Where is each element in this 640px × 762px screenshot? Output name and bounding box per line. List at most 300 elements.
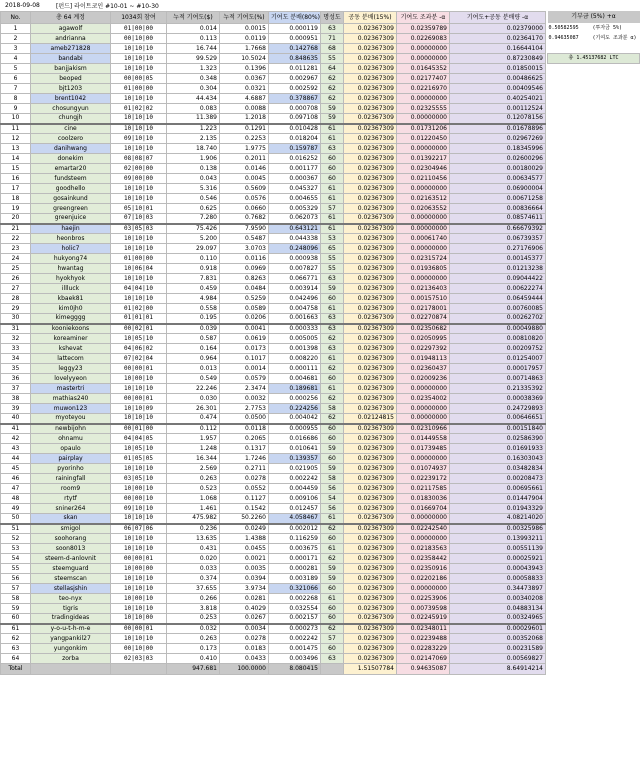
cell-no[interactable]: 48 [1, 494, 31, 504]
cell-usd[interactable]: 0.918 [167, 264, 220, 274]
cell-no[interactable]: 23 [1, 244, 31, 254]
cell-no[interactable]: 22 [1, 234, 31, 244]
cell-excess[interactable]: 0.01669704 [397, 504, 450, 514]
cell-reputation[interactable]: 61 [321, 384, 344, 394]
cell-participation[interactable]: 01|00|00 [111, 84, 167, 94]
cell-no[interactable]: 64 [1, 654, 31, 664]
cell-reputation[interactable]: 62 [321, 94, 344, 104]
cell-excess[interactable]: 0.02202186 [397, 574, 450, 584]
donation-pool-total[interactable]: 총 1.45137682 LTC [548, 53, 640, 63]
col-header-participation[interactable]: 1034회 참여 [111, 12, 167, 24]
cell-shared[interactable]: 0.02367309 [344, 574, 397, 584]
cell-final[interactable]: 0.01213238 [450, 264, 546, 274]
cell-account[interactable]: tradingideas [31, 614, 111, 624]
cell-participation[interactable]: 10|10|10 [111, 534, 167, 544]
cell-final[interactable]: 0.24729893 [450, 404, 546, 414]
cell-no[interactable]: 42 [1, 434, 31, 444]
cell-shared[interactable]: 0.02367309 [344, 224, 397, 234]
cell-no[interactable]: 5 [1, 64, 31, 74]
cell-excess[interactable]: 0.02310966 [397, 424, 450, 434]
cell-reputation[interactable]: 62 [321, 524, 344, 534]
cell-final[interactable]: 0.00324965 [450, 614, 546, 624]
cell-participation[interactable]: 01|02|02 [111, 104, 167, 114]
cell-participation[interactable]: 10|10|10 [111, 464, 167, 474]
cell-final[interactable]: 0.00049880 [450, 324, 546, 334]
cell-no[interactable]: 8 [1, 94, 31, 104]
cell-dist[interactable]: 0.018204 [269, 134, 321, 144]
cell-shared[interactable]: 0.02367309 [344, 164, 397, 174]
cell-participation[interactable]: 00|00|01 [111, 624, 167, 634]
cell-pct[interactable]: 0.0116 [220, 254, 269, 264]
cell-no[interactable]: 36 [1, 374, 31, 384]
cell-pct[interactable]: 3.9734 [220, 584, 269, 594]
cell-pct[interactable]: 0.0619 [220, 334, 269, 344]
cell-pct[interactable]: 4.6887 [220, 94, 269, 104]
cell-usd[interactable]: 0.112 [167, 424, 220, 434]
cell-excess[interactable]: 0.02242540 [397, 524, 450, 534]
cell-shared[interactable]: 0.02367309 [344, 514, 397, 524]
cell-account[interactable]: gosainkund [31, 194, 111, 204]
cell-final[interactable]: 0.03482834 [450, 464, 546, 474]
cell-participation[interactable]: 00|10|00 [111, 34, 167, 44]
cell-usd[interactable]: 99.529 [167, 54, 220, 64]
cell-account[interactable]: steemscan [31, 574, 111, 584]
cell-reputation[interactable]: 55 [321, 264, 344, 274]
cell-usd[interactable]: 0.033 [167, 564, 220, 574]
cell-usd[interactable]: 7.280 [167, 214, 220, 224]
cell-usd[interactable]: 475.982 [167, 514, 220, 524]
cell-reputation[interactable]: 61 [321, 134, 344, 144]
cell-reputation[interactable]: 63 [321, 274, 344, 284]
col-header-shared[interactable]: 공동 분배(15%) [344, 12, 397, 24]
cell-no[interactable]: 15 [1, 164, 31, 174]
cell-reputation[interactable]: 63 [321, 144, 344, 154]
cell-participation[interactable]: 00|01|00 [111, 424, 167, 434]
cell-dist[interactable]: 0.000938 [269, 254, 321, 264]
cell-dist[interactable]: 0.002242 [269, 474, 321, 484]
cell-shared[interactable]: 0.02367309 [344, 374, 397, 384]
cell-account[interactable]: tigris [31, 604, 111, 614]
cell-no[interactable]: 40 [1, 414, 31, 424]
cell-reputation[interactable]: 57 [321, 634, 344, 644]
cell-excess[interactable]: 0.00000000 [397, 214, 450, 224]
cell-participation[interactable]: 00|00|05 [111, 74, 167, 84]
cell-final[interactable]: 0.00262702 [450, 314, 546, 324]
cell-participation[interactable]: 00|00|01 [111, 554, 167, 564]
cell-no[interactable]: 51 [1, 524, 31, 534]
cell-usd[interactable]: 0.014 [167, 24, 220, 34]
cell-shared[interactable]: 0.02367309 [344, 564, 397, 574]
cell-no[interactable]: 56 [1, 574, 31, 584]
cell-excess[interactable]: 0.02269083 [397, 34, 450, 44]
cell-pct[interactable]: 0.0278 [220, 474, 269, 484]
cell-reputation[interactable]: 61 [321, 304, 344, 314]
cell-excess[interactable]: 0.00000000 [397, 584, 450, 594]
cell-reputation[interactable]: 60 [321, 604, 344, 614]
cell-usd[interactable]: 0.431 [167, 544, 220, 554]
col-header-reputation[interactable]: 명성도 [321, 12, 344, 24]
cell-reputation[interactable]: 59 [321, 104, 344, 114]
cell-excess[interactable]: 0.02297392 [397, 344, 450, 354]
cell-shared[interactable]: 0.02367309 [344, 534, 397, 544]
cell-final[interactable]: 0.08574611 [450, 214, 546, 224]
cell-excess[interactable]: 0.01074937 [397, 464, 450, 474]
total-pct[interactable]: 100.0000 [220, 664, 269, 675]
cell-reputation[interactable]: 56 [321, 504, 344, 514]
cell-no[interactable]: 62 [1, 634, 31, 644]
cell-no[interactable]: 34 [1, 354, 31, 364]
cell-shared[interactable]: 0.02367309 [344, 294, 397, 304]
cell-usd[interactable]: 7.831 [167, 274, 220, 284]
cell-dist[interactable]: 0.189681 [269, 384, 321, 394]
cell-no[interactable]: 63 [1, 644, 31, 654]
cell-dist[interactable]: 0.010641 [269, 444, 321, 454]
cell-pct[interactable]: 0.0579 [220, 374, 269, 384]
cell-shared[interactable]: 0.02367309 [344, 174, 397, 184]
cell-final[interactable]: 0.16303043 [450, 454, 546, 464]
cell-pct[interactable]: 0.0118 [220, 424, 269, 434]
cell-reputation[interactable]: 61 [321, 124, 344, 134]
cell-pct[interactable]: 0.2065 [220, 434, 269, 444]
cell-dist[interactable]: 0.097108 [269, 114, 321, 124]
cell-reputation[interactable]: 60 [321, 584, 344, 594]
cell-no[interactable]: 52 [1, 534, 31, 544]
cell-final[interactable]: 0.00486625 [450, 74, 546, 84]
cell-shared[interactable]: 0.02367309 [344, 334, 397, 344]
cell-reputation[interactable]: 60 [321, 294, 344, 304]
cell-shared[interactable]: 0.02367309 [344, 444, 397, 454]
cell-no[interactable]: 29 [1, 304, 31, 314]
cell-final[interactable]: 0.00325986 [450, 524, 546, 534]
cell-excess[interactable]: 0.01731206 [397, 124, 450, 134]
cell-pct[interactable]: 0.0969 [220, 264, 269, 274]
cell-participation[interactable]: 10|00|10 [111, 484, 167, 494]
cell-participation[interactable]: 10|10|09 [111, 404, 167, 414]
cell-usd[interactable]: 1.248 [167, 444, 220, 454]
cell-dist[interactable]: 0.000281 [269, 564, 321, 574]
cell-pct[interactable]: 0.0045 [220, 174, 269, 184]
cell-no[interactable]: 38 [1, 394, 31, 404]
cell-reputation[interactable]: 61 [321, 354, 344, 364]
cell-shared[interactable]: 0.02367309 [344, 314, 397, 324]
cell-participation[interactable]: 10|05|10 [111, 444, 167, 454]
cell-participation[interactable]: 10|10|10 [111, 114, 167, 124]
cell-excess[interactable]: 0.01936805 [397, 264, 450, 274]
cell-shared[interactable]: 0.02367309 [344, 604, 397, 614]
cell-final[interactable]: 0.02600296 [450, 154, 546, 164]
cell-dist[interactable]: 0.001177 [269, 164, 321, 174]
cell-no[interactable]: 31 [1, 324, 31, 334]
cell-dist[interactable]: 0.000708 [269, 104, 321, 114]
cell-account[interactable]: sniner264 [31, 504, 111, 514]
donation-line-investment[interactable] [548, 23, 640, 33]
cell-reputation[interactable]: 62 [321, 394, 344, 404]
cell-participation[interactable]: 10|10|10 [111, 194, 167, 204]
cell-account[interactable]: lattecom [31, 354, 111, 364]
total-cell-empty[interactable] [111, 664, 167, 675]
cell-participation[interactable]: 10|10|10 [111, 604, 167, 614]
cell-dist[interactable]: 0.016686 [269, 434, 321, 444]
cell-excess[interactable]: 0.02354002 [397, 394, 450, 404]
cell-participation[interactable]: 10|00|00 [111, 564, 167, 574]
cell-account[interactable]: rtytf [31, 494, 111, 504]
cell-excess[interactable]: 0.00157510 [397, 294, 450, 304]
cell-account[interactable]: muwon123 [31, 404, 111, 414]
cell-reputation[interactable]: 63 [321, 24, 344, 34]
cell-reputation[interactable]: 61 [321, 514, 344, 524]
cell-dist[interactable]: 0.002967 [269, 74, 321, 84]
cell-final[interactable]: 0.34473897 [450, 584, 546, 594]
cell-participation[interactable]: 05|10|01 [111, 204, 167, 214]
cell-reputation[interactable]: 63 [321, 314, 344, 324]
cell-usd[interactable]: 2.569 [167, 464, 220, 474]
cell-dist[interactable]: 0.002157 [269, 614, 321, 624]
cell-reputation[interactable]: 62 [321, 554, 344, 564]
cell-excess[interactable]: 0.00000000 [397, 144, 450, 154]
cell-usd[interactable]: 0.266 [167, 594, 220, 604]
cell-final[interactable]: 0.06739357 [450, 234, 546, 244]
cell-no[interactable]: 27 [1, 284, 31, 294]
cell-participation[interactable]: 10|05|10 [111, 334, 167, 344]
cell-shared[interactable]: 0.02367309 [344, 114, 397, 124]
cell-shared[interactable]: 0.02367309 [344, 504, 397, 514]
cell-final[interactable]: 0.00025921 [450, 554, 546, 564]
cell-pct[interactable]: 0.0500 [220, 414, 269, 424]
cell-excess[interactable]: 0.02350916 [397, 564, 450, 574]
cell-reputation[interactable]: 62 [321, 84, 344, 94]
cell-final[interactable]: 0.00180029 [450, 164, 546, 174]
cell-dist[interactable]: 0.010428 [269, 124, 321, 134]
cell-dist[interactable]: 0.003496 [269, 654, 321, 664]
cell-shared[interactable]: 0.02367309 [344, 524, 397, 534]
cell-final[interactable]: 0.00760085 [450, 304, 546, 314]
cell-final[interactable]: 0.27176906 [450, 244, 546, 254]
cell-participation[interactable]: 04|06|02 [111, 344, 167, 354]
cell-usd[interactable]: 0.304 [167, 84, 220, 94]
cell-dist[interactable]: 0.002242 [269, 634, 321, 644]
cell-shared[interactable]: 0.02367309 [344, 554, 397, 564]
cell-participation[interactable]: 10|10|10 [111, 274, 167, 284]
cell-participation[interactable]: 10|10|10 [111, 184, 167, 194]
cell-account[interactable]: steemguard [31, 564, 111, 574]
cell-excess[interactable]: 0.02359789 [397, 24, 450, 34]
col-header-donation[interactable]: 기부금 (5%) +α [548, 11, 640, 23]
cell-usd[interactable]: 0.558 [167, 304, 220, 314]
cell-shared[interactable]: 0.02367309 [344, 434, 397, 444]
cell-participation[interactable]: 04|04|05 [111, 434, 167, 444]
cell-pct[interactable]: 0.0088 [220, 104, 269, 114]
cell-reputation[interactable]: 60 [321, 374, 344, 384]
cell-shared[interactable]: 0.02367309 [344, 304, 397, 314]
cell-final[interactable]: 0.00231589 [450, 644, 546, 654]
cell-excess[interactable]: 0.00000000 [397, 384, 450, 394]
cell-pct[interactable]: 3.0703 [220, 244, 269, 254]
cell-participation[interactable]: 10|00|10 [111, 374, 167, 384]
cell-shared[interactable]: 0.02367309 [344, 54, 397, 64]
cell-usd[interactable]: 0.587 [167, 334, 220, 344]
cell-dist[interactable]: 0.004459 [269, 484, 321, 494]
cell-shared[interactable]: 0.02367309 [344, 104, 397, 114]
cell-reputation[interactable]: 60 [321, 174, 344, 184]
total-shared[interactable]: 1.51507784 [344, 664, 397, 675]
total-final[interactable]: 8.64914214 [450, 664, 546, 675]
cell-dist[interactable]: 0.848635 [269, 54, 321, 64]
cell-account[interactable]: room9 [31, 484, 111, 494]
cell-final[interactable]: 0.09044422 [450, 274, 546, 284]
cell-participation[interactable]: 10|10|10 [111, 514, 167, 524]
cell-shared[interactable]: 0.02367309 [344, 24, 397, 34]
cell-shared[interactable]: 0.02367309 [344, 84, 397, 94]
cell-participation[interactable]: 10|00|10 [111, 594, 167, 604]
cell-usd[interactable]: 1.906 [167, 154, 220, 164]
cell-no[interactable]: 28 [1, 294, 31, 304]
cell-no[interactable]: 45 [1, 464, 31, 474]
total-usd[interactable]: 947.681 [167, 664, 220, 675]
cell-final[interactable]: 0.00409546 [450, 84, 546, 94]
cell-final[interactable]: 0.21335392 [450, 384, 546, 394]
cell-usd[interactable]: 44.434 [167, 94, 220, 104]
cell-reputation[interactable]: 60 [321, 614, 344, 624]
cell-account[interactable]: mathias240 [31, 394, 111, 404]
cell-dist[interactable]: 0.003914 [269, 284, 321, 294]
cell-dist[interactable]: 0.002592 [269, 84, 321, 94]
cell-participation[interactable]: 10|10|10 [111, 574, 167, 584]
cell-pct[interactable]: 0.5609 [220, 184, 269, 194]
cell-account[interactable]: chungjh [31, 114, 111, 124]
cell-shared[interactable]: 0.02367309 [344, 74, 397, 84]
cell-usd[interactable]: 1.461 [167, 504, 220, 514]
cell-participation[interactable]: 10|10|10 [111, 414, 167, 424]
cell-participation[interactable]: 06|07|06 [111, 524, 167, 534]
cell-usd[interactable]: 0.164 [167, 344, 220, 354]
cell-excess[interactable]: 0.02216970 [397, 84, 450, 94]
cell-usd[interactable]: 5.316 [167, 184, 220, 194]
total-cell-empty[interactable] [321, 664, 344, 675]
cell-excess[interactable]: 0.02063552 [397, 204, 450, 214]
cell-account[interactable]: holic7 [31, 244, 111, 254]
cell-account[interactable]: donekim [31, 154, 111, 164]
cell-final[interactable]: 0.00017957 [450, 364, 546, 374]
cell-reputation[interactable]: 58 [321, 474, 344, 484]
cell-participation[interactable]: 04|04|10 [111, 284, 167, 294]
cell-no[interactable]: 16 [1, 174, 31, 184]
cell-pct[interactable]: 0.1542 [220, 504, 269, 514]
cell-no[interactable]: 6 [1, 74, 31, 84]
cell-account[interactable]: stellasjshin [31, 584, 111, 594]
cell-no[interactable]: 2 [1, 34, 31, 44]
cell-final[interactable]: 0.02379000 [450, 24, 546, 34]
cell-account[interactable]: leggy23 [31, 364, 111, 374]
cell-reputation[interactable]: 60 [321, 644, 344, 654]
cell-dist[interactable]: 4.058467 [269, 514, 321, 524]
cell-participation[interactable]: 10|10|10 [111, 54, 167, 64]
cell-pct[interactable]: 0.2711 [220, 464, 269, 474]
cell-final[interactable]: 0.12078156 [450, 114, 546, 124]
cell-final[interactable]: 0.87230849 [450, 54, 546, 64]
cell-shared[interactable]: 0.02367309 [344, 624, 397, 634]
cell-dist[interactable]: 0.001663 [269, 314, 321, 324]
cell-usd[interactable]: 4.984 [167, 294, 220, 304]
cell-account[interactable]: skan [31, 514, 111, 524]
cell-reputation[interactable]: 59 [321, 114, 344, 124]
cell-excess[interactable]: 0.01220450 [397, 134, 450, 144]
cell-pct[interactable]: 0.0032 [220, 394, 269, 404]
cell-excess[interactable]: 0.02136403 [397, 284, 450, 294]
cell-reputation[interactable]: 60 [321, 454, 344, 464]
cell-excess[interactable]: 0.02050995 [397, 334, 450, 344]
cell-no[interactable]: 53 [1, 544, 31, 554]
cell-pct[interactable]: 0.0278 [220, 634, 269, 644]
cell-excess[interactable]: 0.00000000 [397, 44, 450, 54]
cell-reputation[interactable]: 64 [321, 64, 344, 74]
cell-pct[interactable]: 1.9775 [220, 144, 269, 154]
cell-shared[interactable]: 0.02367309 [344, 544, 397, 554]
cell-final[interactable]: 0.00622274 [450, 284, 546, 294]
cell-pct[interactable]: 0.0015 [220, 24, 269, 34]
cell-reputation[interactable]: 61 [321, 184, 344, 194]
cell-excess[interactable]: 0.00000000 [397, 94, 450, 104]
cell-pct[interactable]: 0.2011 [220, 154, 269, 164]
cell-account[interactable]: koreaminer [31, 334, 111, 344]
cell-account[interactable]: bjt1203 [31, 84, 111, 94]
cell-reputation[interactable]: 56 [321, 484, 344, 494]
cell-dist[interactable]: 0.016252 [269, 154, 321, 164]
cell-dist[interactable]: 0.012457 [269, 504, 321, 514]
cell-pct[interactable]: 0.2253 [220, 134, 269, 144]
cell-dist[interactable]: 0.009106 [269, 494, 321, 504]
cell-pct[interactable]: 0.0034 [220, 624, 269, 634]
cell-participation[interactable]: 00|00|10 [111, 494, 167, 504]
cell-pct[interactable]: 0.0035 [220, 564, 269, 574]
cell-shared[interactable]: 0.02367309 [344, 134, 397, 144]
cell-shared[interactable]: 0.02367309 [344, 264, 397, 274]
cell-pct[interactable]: 0.0267 [220, 614, 269, 624]
cell-reputation[interactable]: 60 [321, 534, 344, 544]
cell-final[interactable]: 0.00151840 [450, 424, 546, 434]
cell-shared[interactable]: 0.02367309 [344, 384, 397, 394]
cell-final[interactable]: 0.16644104 [450, 44, 546, 54]
cell-pct[interactable]: 0.0367 [220, 74, 269, 84]
cell-reputation[interactable]: 58 [321, 404, 344, 414]
cell-no[interactable]: 43 [1, 444, 31, 454]
cell-account[interactable]: danihwang [31, 144, 111, 154]
cell-pct[interactable]: 0.0433 [220, 654, 269, 664]
cell-participation[interactable]: 10|10|10 [111, 234, 167, 244]
cell-pct[interactable]: 0.5487 [220, 234, 269, 244]
cell-pct[interactable]: 0.1017 [220, 354, 269, 364]
cell-dist[interactable]: 0.004758 [269, 304, 321, 314]
cell-participation[interactable]: 01|05|05 [111, 454, 167, 464]
cell-account[interactable]: fundsteem [31, 174, 111, 184]
cell-final[interactable]: 0.00671258 [450, 194, 546, 204]
cell-usd[interactable]: 1.957 [167, 434, 220, 444]
cell-dist[interactable]: 0.000951 [269, 34, 321, 44]
cell-account[interactable]: goodhello [31, 184, 111, 194]
cell-reputation[interactable]: 63 [321, 344, 344, 354]
cell-dist[interactable]: 0.116259 [269, 534, 321, 544]
cell-participation[interactable]: 10|10|10 [111, 294, 167, 304]
cell-account[interactable]: hyokhyok [31, 274, 111, 284]
cell-no[interactable]: 50 [1, 514, 31, 524]
cell-account[interactable]: haejin [31, 224, 111, 234]
cell-participation[interactable]: 10|10|10 [111, 634, 167, 644]
cell-usd[interactable]: 0.138 [167, 164, 220, 174]
cell-account[interactable]: ohnamu [31, 434, 111, 444]
cell-shared[interactable]: 0.02367309 [344, 64, 397, 74]
cell-dist[interactable]: 0.000273 [269, 624, 321, 634]
cell-participation[interactable]: 00|00|01 [111, 394, 167, 404]
cell-dist[interactable]: 0.139357 [269, 454, 321, 464]
